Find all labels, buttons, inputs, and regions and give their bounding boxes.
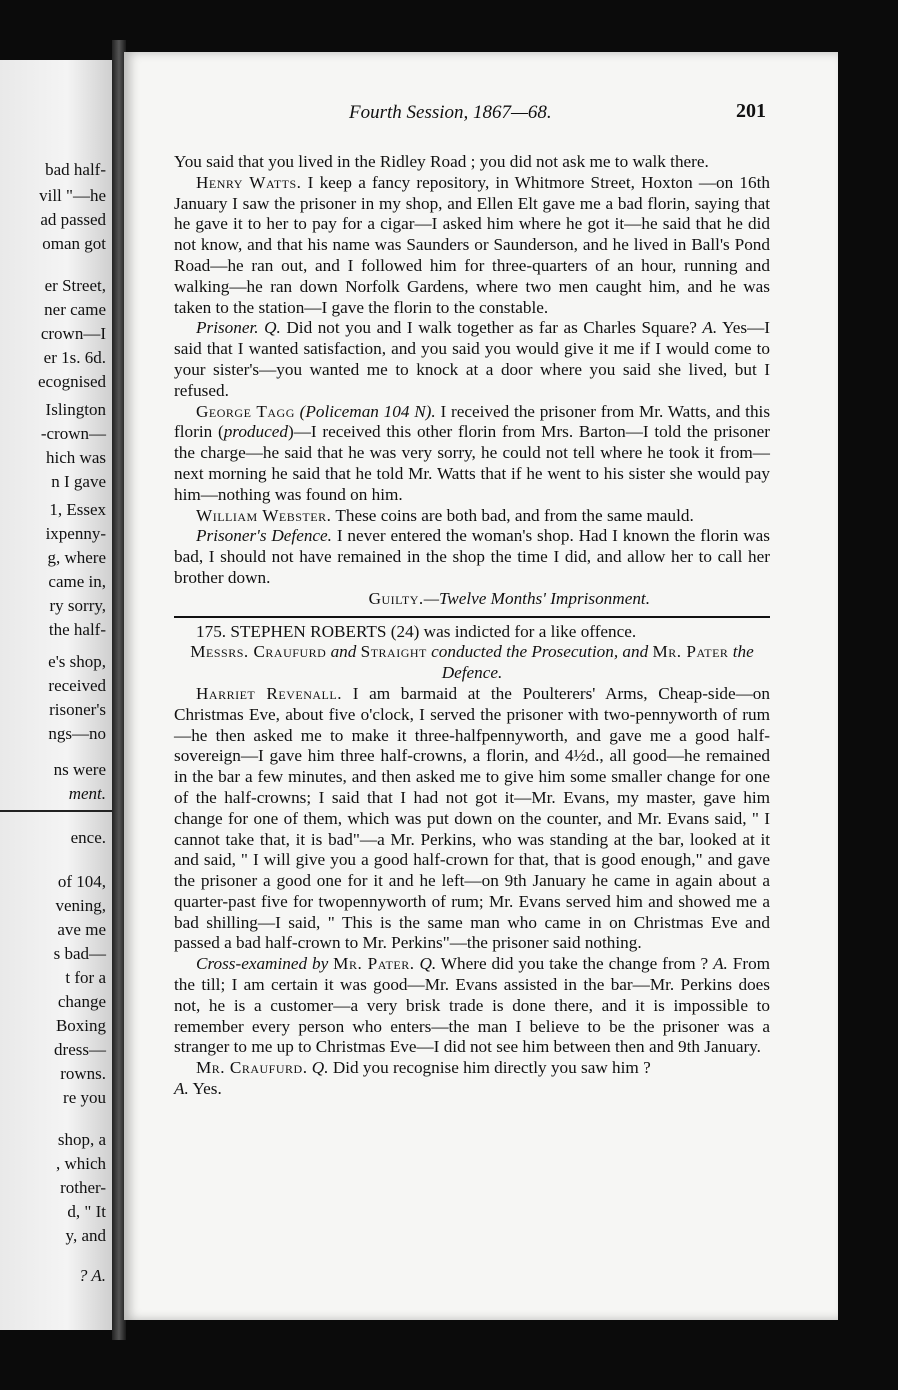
speaker-name: Prisoner. [196, 318, 259, 338]
testimony-text: I keep a fancy repository, in Whitmore Street, Hoxton —on 16th January I saw the prisoner in my shop, and Ellen Elt gave me a bad florin, saying that he gave it to her to pay for a cigar—I asked him where he got it—he said that he did not know, and that his name was Saunders or Saunderson, and he lived in Ball's Pond Road—he ran out, and I followed him for three-quarters of an hour, running and walking—he ran down Norfolk Gardens, where two men caught him, and he was taken to the station—I gave the florin to the constable. [174, 172, 770, 317]
facing-page-line: Boxing [55, 1016, 106, 1035]
facing-page-line: g, where [47, 548, 106, 567]
answer-text: From the till; I am certain it was good—Mr. Evans assisted in the bar—Mr. Perkins does not, he is a customer—a very brisk trade is done there, and it is impossible to remember every person who enters—the man I believe to be the prisoner was a stranger to me up to Christmas Eve—I did not see him between then and 9th January. [174, 954, 771, 1057]
facing-page-line: shop, a [57, 1130, 106, 1149]
cross-label: Cross-examined by [196, 954, 329, 974]
answer-marker: A. [174, 1079, 189, 1099]
paragraph-continued: You said that you lived in the Ridley Road ; you did not ask me to walk there. [174, 152, 709, 171]
facing-page-line: ngs—no [48, 724, 106, 743]
facing-page-line: change [57, 992, 106, 1011]
counsel-end: the Defence. [441, 642, 754, 683]
defence-label: Prisoner's Defence. [196, 526, 332, 546]
counsel-line [174, 642, 770, 684]
answer-marker: A. [702, 318, 718, 338]
facing-page-line: received [48, 676, 106, 695]
facing-page-line: ? A. [78, 1266, 106, 1285]
answer-text: Yes. [188, 1079, 222, 1099]
facing-page-line: vill "—he [39, 186, 106, 205]
defence-counsel: Mr. Pater [652, 642, 729, 662]
facing-page-line: ecognised [38, 372, 106, 391]
facing-page-line: ment. [68, 784, 106, 803]
facing-page-line: 1, Essex [49, 500, 106, 519]
testimony-text-cont: )—I received this other florin from Mrs. Barton—I told the prisoner the charge—he said that he was very sorry, he could not tell where he took it from—next morning he said that he told Mr. Watts that if he went to his sister she would pay him—nothing was found on him. [174, 422, 770, 504]
facing-page-line: ixpenny- [45, 524, 106, 543]
facing-page-line: risoner's [49, 700, 106, 719]
speaker-name: George Tagg [196, 401, 295, 421]
indictment-text: (24) was indicted for a like offence. [386, 621, 637, 641]
testimony-text: I am barmaid at the Poulterers' Arms, Cheap-side—on Christmas Eve, about five o'clock, I served the prisoner with two-pennyworth of rum—he then asked me to make it three-halfpennyworth, and gave me a good half-sovereign—I gave him three half-crowns, a florin, and 4½d., all good—he remained in the bar a few minutes, and then asked me to give him some smaller change for one of the half-crowns; I said that I had not got it—Mr. Evans, my master, gave him change for one of them, which was put down on the counter, and Mr. Evans said, " I cannot take that, it is bad"—a Mr. Perkins, who was standing at the bar, looked at it and said, " I will give you a good half-crown for that, that is good enough," and gave the prisoner a good one for it and he left—on 9th January he came in again about a quarter-past five for twopennyworth of rum; Mr. Evans served him and showed me a bad shilling—I said, " This is the same man who came in on Christmas Eve and passed a bad half-crown to Mr. Perkins"—the prisoner said nothing. [174, 683, 770, 953]
speaker-name: William Webster. [196, 505, 332, 525]
testimony-text: I received the prisoner from Mr. Watts, and this florin ( [174, 401, 771, 442]
facing-page-line: ave me [57, 920, 106, 939]
speaker-name: Mr. Craufurd. [196, 1058, 308, 1078]
produced-note: produced [223, 422, 288, 442]
facing-page-line: the half- [48, 620, 106, 639]
question-text: Where did you take the change from ? [436, 954, 714, 974]
page-header [124, 100, 838, 130]
facing-page-line: Islington [45, 400, 106, 419]
re-examination [174, 1058, 770, 1079]
case-heading [174, 622, 770, 643]
defendant-name: STEPHEN ROBERTS [230, 621, 387, 641]
testimony-george-tagg [174, 402, 770, 506]
question-text: Did not you and I walk together as far as Charles Square? [280, 318, 703, 338]
facing-page-line: ner came [44, 300, 106, 319]
question-marker: Q. [264, 318, 281, 338]
prosecution-counsel-2: Straight [360, 642, 427, 662]
testimony-text: These coins are both bad, and from the same mauld. [331, 505, 694, 525]
answer-text: Yes—I said that I wanted satisfaction, and you said you would give it me if I would come to your sister's—you wanted me to knock at a door where you said she lived, but I refused. [174, 318, 771, 400]
facing-page-line: dress— [54, 1040, 106, 1059]
cross-examination [174, 954, 770, 1058]
verdict [174, 589, 770, 610]
question-text: Did you recognise him directly you saw him ? [328, 1058, 651, 1078]
facing-page-line: vening, [55, 896, 106, 915]
answer-marker: A. [713, 954, 728, 974]
prisoner-question [174, 318, 770, 401]
prosecution-counsel: Messrs. Craufurd [190, 642, 327, 662]
facing-page-line: er 1s. 6d. [43, 348, 106, 367]
running-head: Fourth Session, 1867—68. [349, 102, 552, 123]
book-page [124, 52, 838, 1320]
page-body [174, 152, 770, 1100]
facing-page-line: rother- [60, 1178, 106, 1197]
case-number: 175. [196, 621, 227, 641]
facing-page-line: y, and [65, 1226, 106, 1245]
speaker-role: (Policeman 104 N). [299, 401, 436, 421]
testimony-harriet-revenall [174, 684, 770, 954]
facing-page-line: er Street, [44, 276, 106, 295]
question-marker: Q. [311, 1058, 329, 1078]
speaker-name: Henry Watts. [196, 172, 302, 192]
facing-page-line: n I gave [51, 472, 106, 491]
page-number: 201 [736, 100, 766, 122]
defence-text: I never entered the woman's shop. Had I known the florin was bad, I should not have remained in the shop the time I did, and allow her to call her brother down. [174, 526, 770, 587]
counsel-mid: conducted the Prosecution, and [426, 642, 653, 662]
facing-page-line: rowns. [60, 1064, 106, 1083]
facing-page-line: d, " It [67, 1202, 106, 1221]
facing-page-line: oman got [42, 234, 106, 253]
prisoner-defence [174, 526, 770, 588]
testimony-william-webster [174, 506, 770, 527]
verdict-label: Guilty. [368, 588, 424, 608]
facing-page-line: ence. [70, 828, 106, 847]
facing-page-line: hich was [46, 448, 106, 467]
facing-page-line: s bad— [53, 944, 106, 963]
question-marker: Q. [419, 954, 437, 974]
facing-page-line: crown—I [40, 324, 106, 343]
facing-page-line: of 104, [57, 872, 106, 891]
conjunction: and [326, 642, 361, 662]
facing-page-line: ry sorry, [49, 596, 106, 615]
facing-page-line: t for a [65, 968, 106, 987]
facing-page-line: , which [55, 1154, 106, 1173]
cross-counsel: Mr. Pater. [333, 954, 415, 974]
final-answer [174, 1079, 770, 1100]
facing-page-fragment [0, 60, 112, 1330]
facing-page-line: ad passed [40, 210, 106, 229]
facing-page-line: re you [63, 1088, 106, 1107]
section-divider [174, 616, 770, 618]
facing-page-line: e's shop, [48, 652, 106, 671]
facing-page-line: -crown— [40, 424, 106, 443]
verdict-sentence: —Twelve Months' Imprisonment. [423, 588, 650, 608]
speaker-name: Harriet Revenall. [196, 683, 343, 703]
facing-page-rule [0, 810, 112, 812]
facing-page-line: came in, [48, 572, 106, 591]
facing-page-line: bad half- [45, 160, 106, 179]
testimony-henry-watts [174, 173, 770, 319]
facing-page-line: ns were [53, 760, 106, 779]
